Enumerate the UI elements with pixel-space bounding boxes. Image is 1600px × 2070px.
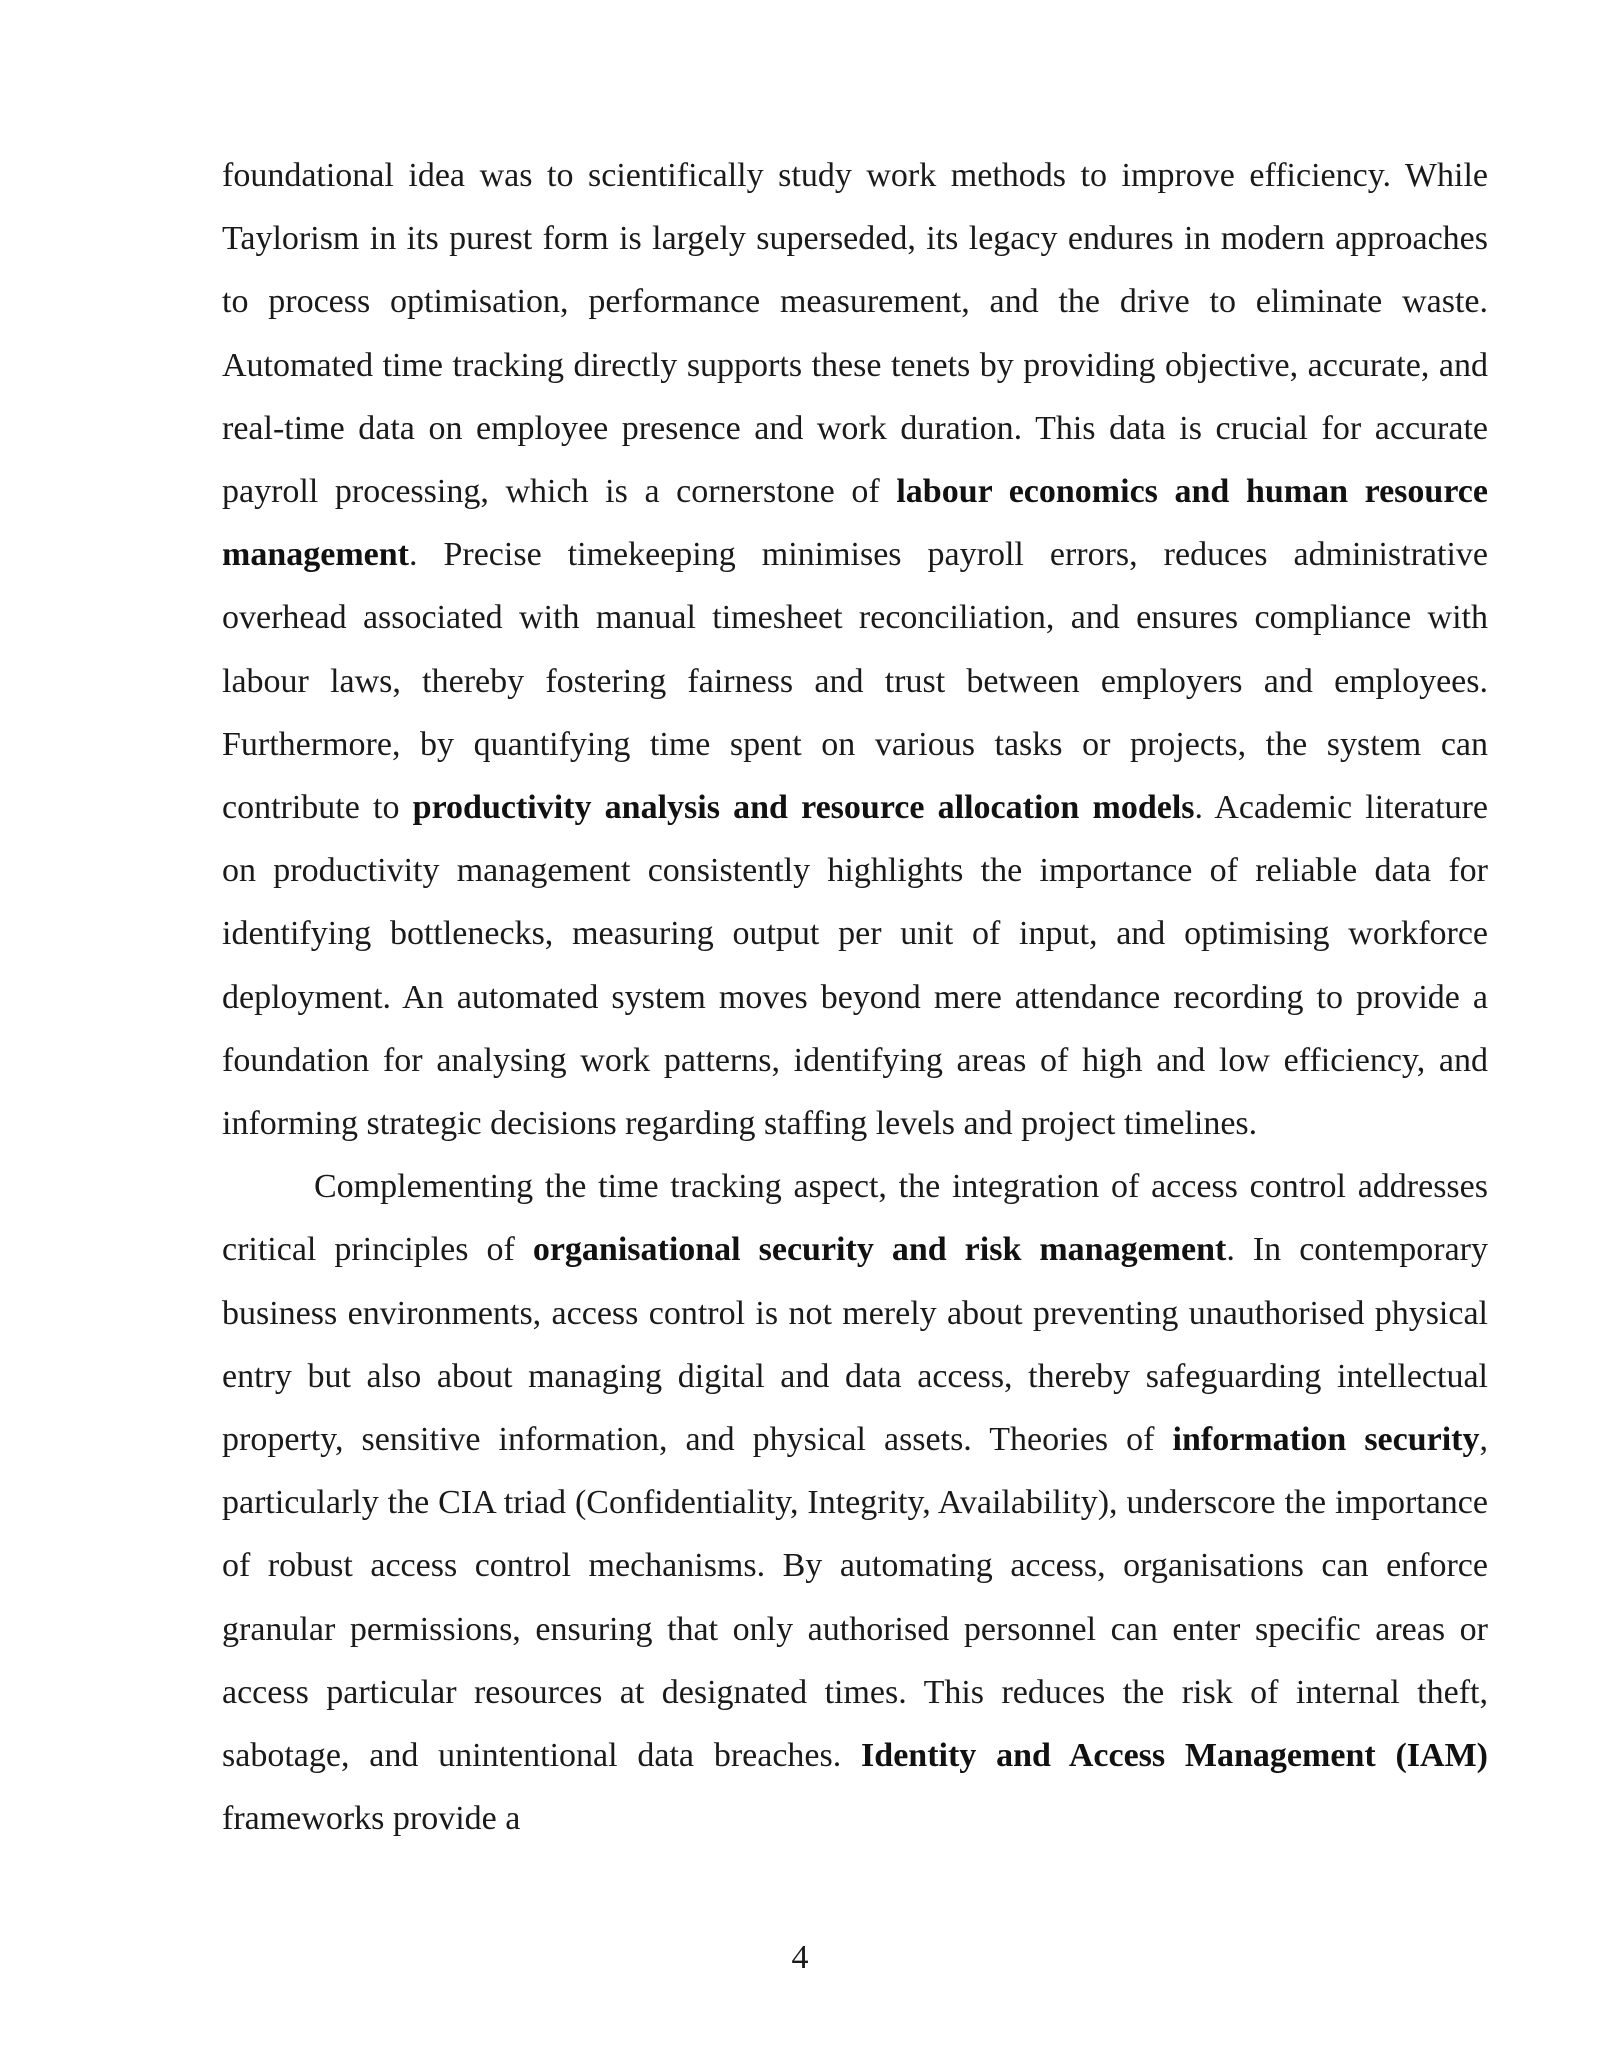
page-number: 4 [791,1939,809,1976]
text-run: frameworks provide a [222,1800,521,1838]
text-run: . In contemporary business environments, access control is not merely about preventing unauthorised physical entry but also about managing digital and data access, thereby safeguarding intellectual property, sensitive information, and physical assets. Theories of [222,1231,1489,1459]
bold-term-organisational-security: organisational security and risk management [532,1231,1227,1269]
text-run: foundational idea was to scientifically study work methods to improve efficiency. While Taylorism in its purest form is largely superseded, its legacy endures in modern approaches to process optimisation, performance measurement, and the drive to eliminate waste. Automated time tracking directly supports these tenets by providing objective, accurate, and real-time data on employee presence and work duration. This data is crucial for accurate payroll processing, which is a cornerstone of [222,157,1488,511]
paragraph-2 [222,1155,1488,1850]
body-text [222,144,1488,1850]
bold-term-iam: Identity and Access Management (IAM) [861,1737,1489,1775]
text-run: . Precise timekeeping minimises payroll errors, reduces administrative overhead associated with manual timesheet reconciliation, and ensures compliance with labour laws, thereby fostering fairness and trust between employers and employees. Furthermore, by quantifying time spent on various tasks or projects, the system can contribute to [222,536,1488,827]
bold-term-information-security: information security [1172,1421,1480,1459]
text-run: , particularly the CIA triad (Confidentiality, Integrity, Availability), underscore the importance of robust access control mechanisms. By automating access, organisations can enforce granular permissions, ensuring that only authorised personnel can enter specific areas or access particular resources at designated times. This reduces the risk of internal theft, sabotage, and unintentional data breaches. [222,1421,1489,1775]
paragraph-1 [222,144,1488,1155]
text-run: Complementing the time tracking aspect, the integration of access control addresses critical principles of [222,1168,1488,1269]
bold-term-labour-economics: labour economics and human resource management [222,473,1488,574]
bold-term-productivity-analysis: productivity analysis and resource allocation models [412,789,1195,827]
text-run: . Academic literature on productivity management consistently highlights the importance of reliable data for identifying bottlenecks, measuring output per unit of input, and optimising workforce deployment. An automated system moves beyond mere attendance recording to provide a foundation for analysing work patterns, identifying areas of high and low efficiency, and informing strategic decisions regarding staffing levels and project timelines. [222,789,1488,1143]
